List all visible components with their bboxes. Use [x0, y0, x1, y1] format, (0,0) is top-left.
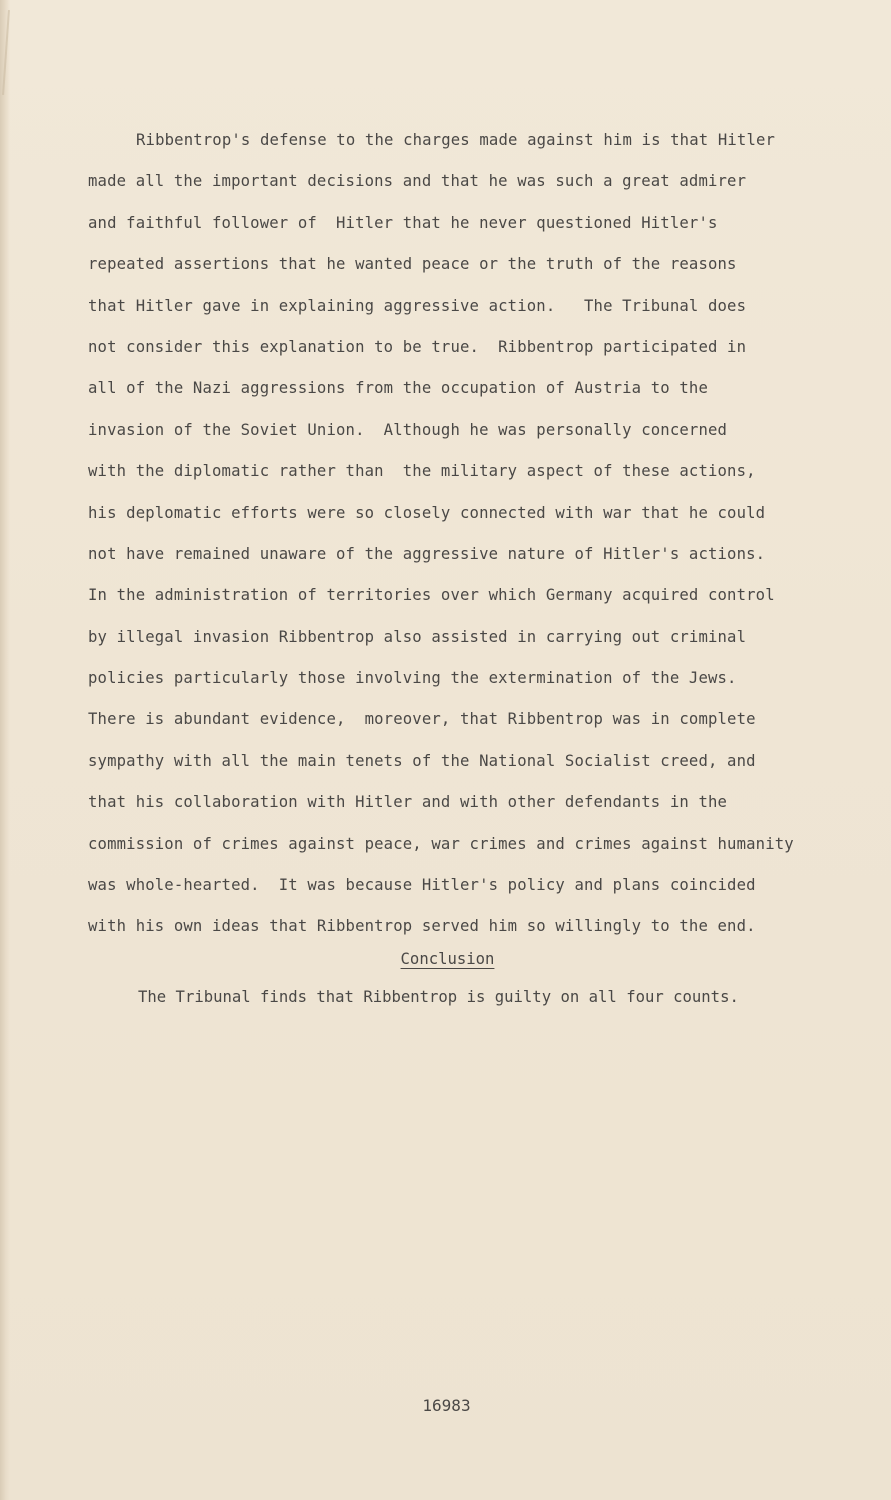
- body-text: [88, 124, 813, 952]
- body-line: Ribbentrop's defense to the charges made against him is that Hitler: [136, 131, 776, 149]
- body-line: with his own ideas that Ribbentrop served him so willingly to the end.: [88, 917, 756, 936]
- body-line: and faithful follower of Hitler that he never questioned Hitler's: [88, 213, 718, 232]
- body-line: not consider this explanation to be true. Ribbentrop participated in: [88, 337, 747, 356]
- page-number-text: 16983: [422, 1396, 471, 1415]
- body-line: invasion of the Soviet Union. Although he was personally concerned: [88, 420, 728, 439]
- body-line: not have remained unaware of the aggressive nature of Hitler's actions.: [88, 544, 766, 563]
- body-line: with the diplomatic rather than the military aspect of these actions,: [88, 462, 756, 481]
- conclusion-heading: Conclusion: [400, 950, 495, 968]
- body-line: made all the important decisions and that he was such a great admirer: [88, 172, 747, 191]
- body-line: was whole-hearted. It was because Hitler's policy and plans coincided: [88, 876, 756, 895]
- body-line: There is abundant evidence, moreover, that Ribbentrop was in complete: [88, 710, 756, 729]
- body-line: his deplomatic efforts were so closely connected with war that he could: [88, 503, 766, 522]
- body-line: repeated assertions that he wanted peace or the truth of the reasons: [88, 255, 737, 274]
- body-line: In the administration of territories over which Germany acquired control: [88, 586, 775, 605]
- page-left-edge: [0, 0, 10, 1500]
- body-line: all of the Nazi aggressions from the occupation of Austria to the: [88, 379, 708, 398]
- conclusion-finding: The Tribunal finds that Ribbentrop is guilty on all four counts.: [138, 988, 739, 1006]
- body-line: by illegal invasion Ribbentrop also assisted in carrying out criminal: [88, 627, 747, 646]
- body-line: sympathy with all the main tenets of the National Socialist creed, and: [88, 751, 756, 770]
- body-line: policies particularly those involving the extermination of the Jews.: [88, 669, 737, 688]
- page-number: [0, 1396, 891, 1415]
- body-line: commission of crimes against peace, war crimes and crimes against humanity: [88, 834, 794, 853]
- body-line: that his collaboration with Hitler and with other defendants in the: [88, 793, 728, 812]
- body-line: that Hitler gave in explaining aggressive action. The Tribunal does: [88, 296, 747, 315]
- conclusion-heading-wrap: [0, 950, 891, 968]
